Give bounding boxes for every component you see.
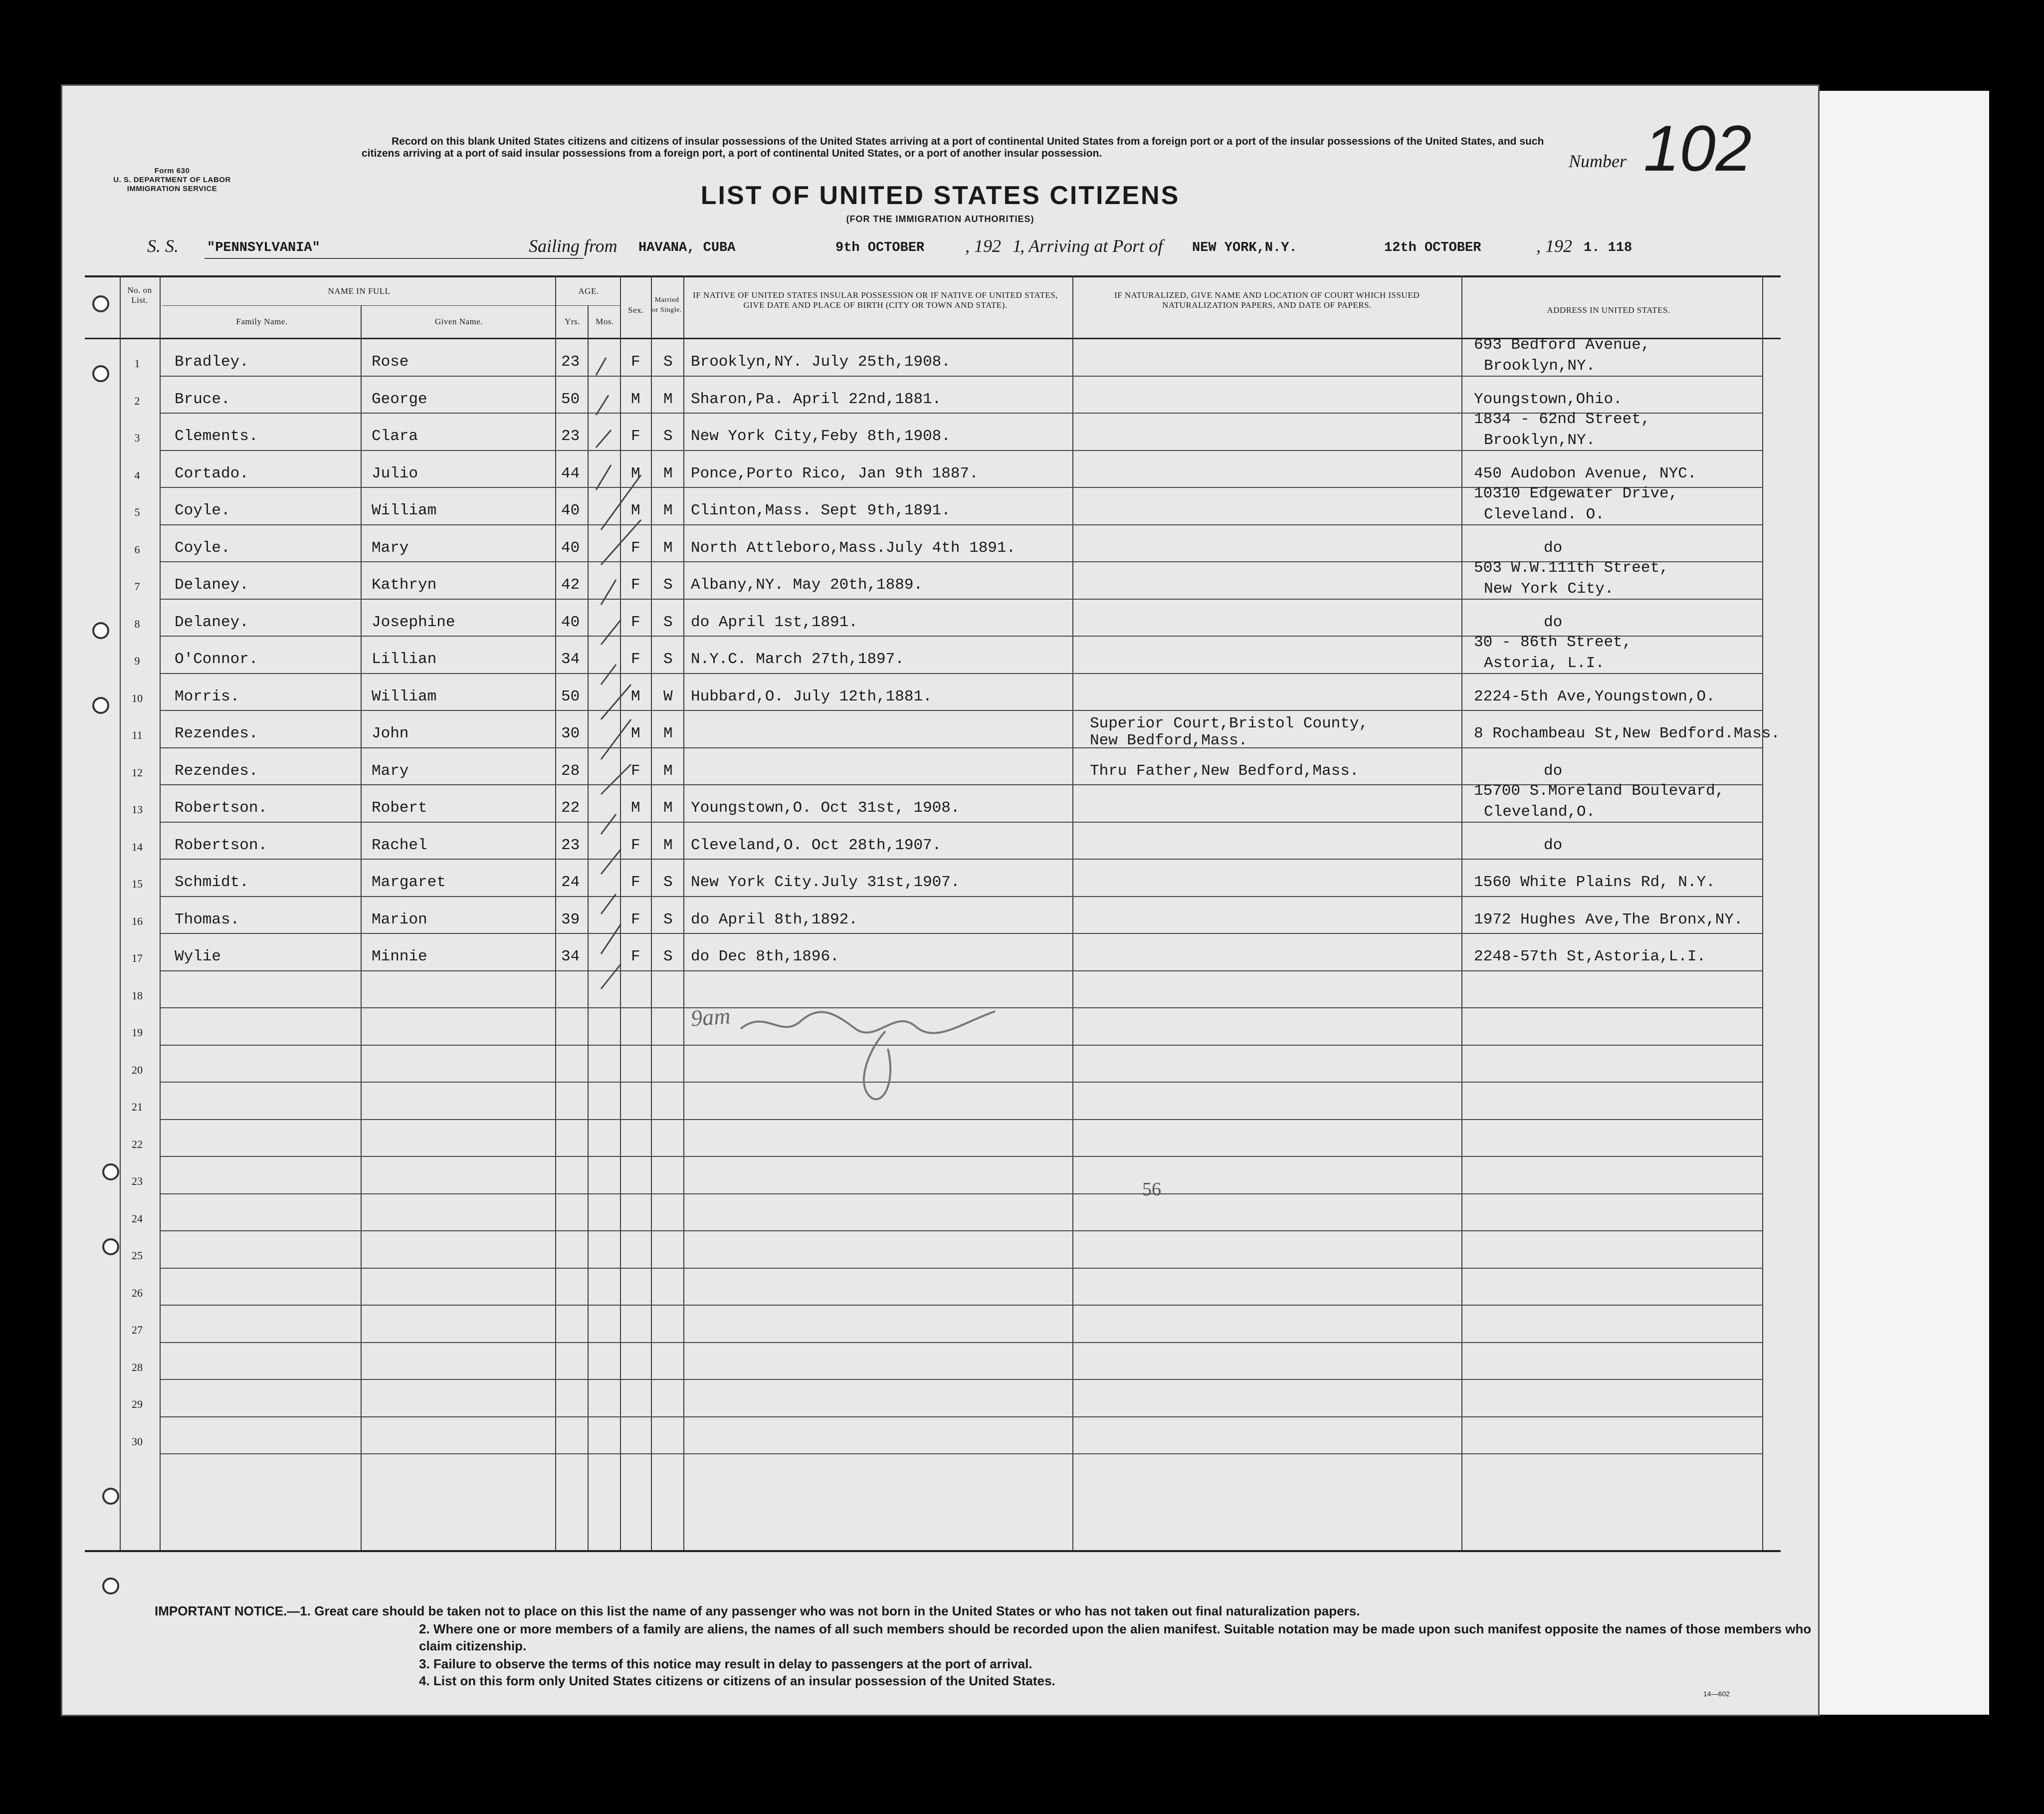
marital-status: M [663,762,673,780]
family-name: Coyle. [175,539,230,557]
address-line2: Astoria, L.I. [1484,655,1605,672]
sail-year-suffix: 1 [1013,236,1022,256]
age-years: 22 [561,799,580,817]
binder-hole [102,1163,119,1180]
sex: F [631,576,640,594]
birth-place-date: Clinton,Mass. Sept 9th,1891. [691,502,951,519]
marital-status: S [663,910,673,928]
age-years: 44 [561,464,580,482]
birth-place-date: do April 8th,1892. [691,910,858,928]
table-row [62,674,1818,711]
given-name: Lillian [372,651,437,668]
row-number: 17 [132,952,143,964]
family-name: Delaney. [175,576,249,594]
table-row [62,411,1818,451]
service: IMMIGRATION SERVICE [127,185,217,193]
header-native: IF NATIVE OF UNITED STATES INSULAR POSSESSION OR IF NATIVE OF UNITED STATES, GIVE DATE AND PLACE OF BIRTH (CITY OR TOWN AND STATE). [693,290,1058,310]
passenger-table-body [62,336,1818,1550]
sex: F [631,651,640,668]
number-value: 102 [1643,112,1752,185]
table-row [62,634,1818,674]
row-number: 29 [132,1398,143,1410]
notice-label: IMPORTANT NOTICE. [155,1603,287,1618]
row-number: 3 [134,432,140,444]
table-row [62,711,1818,748]
arrival-port: NEW YORK,N.Y. [1192,240,1297,255]
address: 8 Rochambeau St,New Bedford.Mass. [1474,725,1780,742]
handwritten-time: 9am [690,1003,731,1031]
family-name: Rezendes. [175,762,258,780]
given-name: Mary [372,762,409,780]
sailing-label: Sailing from [529,236,617,256]
row-divider [160,1453,1763,1454]
sailing-port: HAVANA, CUBA [638,240,736,255]
table-row [62,485,1818,525]
notice-item-4: 4. List on this form only United States citizens or citizens of an insular possession of the United States. [419,1673,1055,1688]
header-age: AGE. [578,286,599,296]
age-years: 50 [561,687,580,705]
given-name: Margaret [372,874,446,891]
sex: M [631,502,640,519]
table-top-border [85,275,1781,277]
table-row [62,1380,1818,1417]
address: 1834 - 62nd Street, [1474,411,1650,428]
age-years: 50 [561,390,580,408]
given-name: George [372,390,427,408]
birth-place-date: Albany,NY. May 20th,1889. [691,576,923,594]
marital-status: S [663,651,673,668]
family-name: Coyle. [175,502,230,519]
age-years: 30 [561,725,580,742]
family-name: Robertson. [175,836,268,854]
manifest-sheet [62,86,1818,1715]
given-name: Rachel [372,836,427,854]
birth-place-date: N.Y.C. March 27th,1897. [691,651,904,668]
marital-status: S [663,613,673,631]
header-address: ADDRESS IN UNITED STATES. [1547,305,1670,315]
ship-name: "PENNSYLVANIA" [207,240,320,255]
notice-item-2: 2. Where one or more members of a family are aliens, the names of all such members should be recorded upon the alien manifest. Suitable notation may be made upon such manifest opposite the names of those members who claim citizenship. [419,1621,1812,1653]
binder-hole [102,1238,119,1255]
table-row [62,1231,1818,1269]
marital-status: S [663,353,673,371]
age-years: 39 [561,910,580,928]
row-number: 14 [132,840,143,853]
address: 30 - 86th Street, [1474,634,1632,651]
birth-place-date: Ponce,Porto Rico, Jan 9th 1887. [691,464,979,482]
sex: M [631,799,640,817]
table-row [62,1417,1818,1455]
row-number: 25 [132,1249,143,1262]
marital-status: M [663,539,673,557]
arrive-year: , 192 [1536,236,1572,256]
sex: F [631,836,640,854]
age-years: 28 [561,762,580,780]
row-number: 15 [132,878,143,890]
naturalization-info: Thru Father,New Bedford,Mass. [1090,762,1359,780]
age-years: 40 [561,613,580,631]
sex: M [631,464,640,482]
table-row [62,1157,1818,1194]
table-row [62,1269,1818,1306]
row-number: 27 [132,1324,143,1336]
header-name-in-full: NAME IN FULL [328,286,391,296]
print-code: 14—602 [1703,1690,1730,1698]
marital-status: M [663,836,673,854]
address: 503 W.W.111th Street, [1474,559,1669,577]
binder-hole [102,1578,119,1594]
row-number: 5 [134,506,140,518]
table-row [62,1120,1818,1157]
address: 1972 Hughes Ave,The Bronx,NY. [1474,910,1743,928]
sex: F [631,874,640,891]
birth-place-date: Sharon,Pa. April 22nd,1881. [691,390,942,408]
header-married: Married or Single. [652,296,682,314]
family-name: Morris. [175,687,240,705]
table-row [62,860,1818,897]
address-line2: New York City. [1484,580,1614,598]
birth-place-date: Hubbard,O. July 12th,1881. [691,687,932,705]
birth-place-date: North Attleboro,Mass.July 4th 1891. [691,539,1016,557]
header-naturalized: IF NATURALIZED, GIVE NAME AND LOCATION OF COURT WHICH ISSUED NATURALIZATION PAPERS, AND DATE OF PAPERS. [1114,290,1420,310]
row-number: 20 [132,1063,143,1076]
table-row [62,823,1818,860]
family-name: Schmidt. [175,874,249,891]
sex: F [631,353,640,371]
age-years: 23 [561,428,580,445]
given-name: Clara [372,428,418,445]
address: 450 Audobon Avenue, NYC. [1474,464,1697,482]
row-number: 18 [132,989,143,1002]
given-name: Kathryn [372,576,437,594]
marital-status: M [663,464,673,482]
row-number: 21 [132,1101,143,1113]
marital-status: S [663,576,673,594]
header-mos: Mos. [596,317,614,326]
address: Youngstown,Ohio. [1474,390,1623,408]
notice-item-1: —1. Great care should be taken not to place on this list the name of any passenger who was not born in the United States or who has not taken out final naturalization papers. [287,1603,1360,1618]
marital-status: S [663,428,673,445]
sex: F [631,539,640,557]
address: 1560 White Plains Rd, N.Y. [1474,874,1715,891]
table-row [62,600,1818,637]
inspector-signature [736,994,1015,1124]
address: 15700 S.Moreland Boulevard, [1474,782,1725,800]
age-years: 34 [561,948,580,965]
form-number: Form 630 [154,167,190,175]
table-row [62,1194,1818,1232]
marital-status: S [663,874,673,891]
sex: F [631,948,640,965]
address: do [1544,836,1563,854]
row-number: 11 [132,729,143,741]
marital-status: W [663,687,673,705]
address-line2: Cleveland. O. [1484,506,1605,523]
age-years: 23 [561,836,580,854]
header-given-name: Given Name. [434,317,483,326]
row-number: 13 [132,803,143,816]
sex: M [631,390,640,408]
marital-status: M [663,725,673,742]
table-row [62,934,1818,971]
row-number: 6 [134,543,140,556]
adjacent-page [1818,91,1989,1715]
marital-status: M [663,799,673,817]
stamp-number: 56 [1142,1179,1161,1200]
ss-label: S. S. [147,236,179,256]
birth-place-date: Cleveland,O. Oct 28th,1907. [691,836,942,854]
age-years: 40 [561,539,580,557]
row-number: 12 [132,766,143,779]
row-number: 9 [134,655,140,667]
row-number: 22 [132,1137,143,1150]
address-line2: Brooklyn,NY. [1484,432,1596,449]
table-row [62,1306,1818,1343]
sex: F [631,428,640,445]
sex: M [631,687,640,705]
family-name: Cortado. [175,464,249,482]
naturalization-info: Superior Court,Bristol County, [1090,715,1369,732]
page-title: LIST OF UNITED STATES CITIZENS [700,181,1180,210]
arriving-label: , Arriving at Port of [1020,236,1163,256]
row-number: 4 [134,468,140,481]
row-number: 16 [132,914,143,927]
birth-place-date: Youngstown,O. Oct 31st, 1908. [691,799,960,817]
binder-hole [92,295,109,312]
naturalization-info-line2: New Bedford,Mass. [1090,732,1248,749]
given-name: Marion [372,910,427,928]
birth-place-date: New York City.July 31st,1907. [691,874,960,891]
birth-place-date: Brooklyn,NY. July 25th,1908. [691,353,951,371]
sex: F [631,613,640,631]
marital-status: M [663,502,673,519]
address: 693 Bedford Avenue, [1474,336,1650,354]
row-number: 28 [132,1360,143,1373]
arrive-year-suffix: 1. 118 [1584,240,1633,255]
given-name: Julio [372,464,418,482]
sex: F [631,762,640,780]
birth-place-date: New York City,Feby 8th,1908. [691,428,951,445]
table-bottom-border [85,1550,1781,1552]
sail-year-prefix: , 192 [965,236,1001,256]
row-number: 19 [132,1026,143,1039]
binder-hole [92,622,109,639]
row-number: 30 [132,1435,143,1448]
address-line2: Cleveland,O. [1484,803,1596,821]
address: 2248-57th St,Astoria,L.I. [1474,948,1706,965]
age-years: 42 [561,576,580,594]
important-notice [155,1602,1751,1619]
ship-underline [204,258,584,259]
table-row [62,782,1818,823]
given-name: William [372,502,437,519]
given-name: Robert [372,799,427,817]
binder-hole [92,697,109,714]
sex: M [631,725,640,742]
table-row [62,451,1818,488]
family-name: Robertson. [175,799,268,817]
family-name: Wylie [175,948,221,965]
age-years: 23 [561,353,580,371]
row-number: 26 [132,1286,143,1299]
binder-hole [102,1488,119,1505]
row-number: 23 [132,1175,143,1187]
age-header-divider [556,305,621,306]
family-name: Bruce. [175,390,230,408]
header-family-name: Family Name. [236,317,288,326]
record-instructions: Record on this blank United States citizens and citizens of insular possessions of the United States arriving at a port of continental United States from a foreign port or a port of the insular possessions of the United States, and such citizens arriving at a port of said insular possessions from a foreign port, a port of continental United States, or a port of another insular possession. [362,136,1544,159]
row-number: 24 [132,1212,143,1225]
given-name: Josephine [372,613,455,631]
header-sex: Sex. [628,305,644,315]
given-name: William [372,687,437,705]
number-label: Number [1569,151,1627,171]
given-name: John [372,725,409,742]
family-name: Bradley. [175,353,249,371]
address: 2224-5th Ave,Youngstown,O. [1474,687,1715,705]
address: do [1544,539,1563,557]
table-row [62,748,1818,786]
age-years: 24 [561,874,580,891]
row-number: 2 [134,394,140,407]
sail-date: 9th OCTOBER [835,240,925,255]
checkmark-column [576,355,726,1124]
table-row [62,336,1818,377]
family-name: Delaney. [175,613,249,631]
table-row [62,897,1818,934]
header-yrs: Yrs. [565,317,580,326]
table-row [62,377,1818,414]
given-name: Rose [372,353,409,371]
given-name: Minnie [372,948,427,965]
family-name: Thomas. [175,910,240,928]
marital-status: S [663,948,673,965]
address: do [1544,613,1563,631]
marital-status: M [663,390,673,408]
family-name: Clements. [175,428,258,445]
row-number: 8 [134,617,140,630]
age-years: 34 [561,651,580,668]
birth-place-date: do April 1st,1891. [691,613,858,631]
table-row [62,1343,1818,1380]
department: U. S. DEPARTMENT OF LABOR [113,176,231,184]
address-line2: Brooklyn,NY. [1484,357,1596,375]
address: do [1544,762,1563,780]
address: 10310 Edgewater Drive, [1474,485,1678,502]
header-no: No. on List. [127,285,152,305]
table-row [62,559,1818,600]
family-name: Rezendes. [175,725,258,742]
name-header-divider [162,305,556,306]
binder-hole [92,365,109,382]
table-row [62,525,1818,563]
arrive-date: 12th OCTOBER [1384,240,1481,255]
sex: F [631,910,640,928]
row-number: 10 [132,691,143,704]
given-name: Mary [372,539,409,557]
birth-place-date: do Dec 8th,1896. [691,948,839,965]
row-number: 7 [134,580,140,593]
age-years: 40 [561,502,580,519]
family-name: O'Connor. [175,651,258,668]
notice-item-3: 3. Failure to observe the terms of this notice may result in delay to passengers at the port of arrival. [419,1656,1032,1671]
page-subtitle: (FOR THE IMMIGRATION AUTHORITIES) [846,214,1034,224]
row-number: 1 [134,357,140,370]
